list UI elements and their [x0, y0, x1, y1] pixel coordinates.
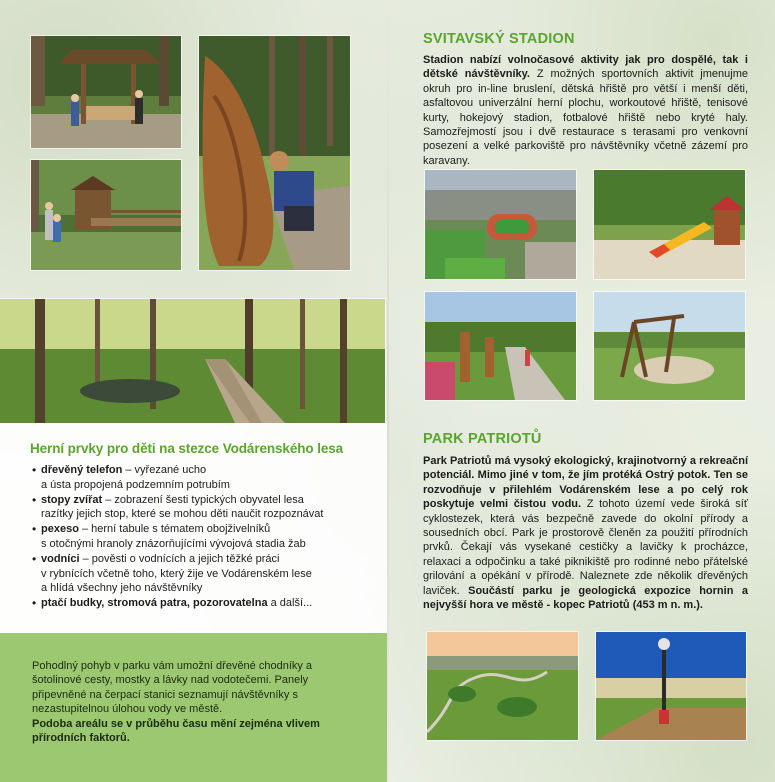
photo-stadium-aerial — [425, 170, 576, 279]
photo-hill-lookout — [596, 632, 746, 740]
photo-playground-slide — [594, 170, 745, 279]
stadion-heading: SVITAVSKÝ STADION — [423, 31, 575, 47]
list-item: • dřevěný telefon – vyřezané ucho a ústa propojená podzemním potrubím — [32, 463, 362, 493]
page-fold — [387, 0, 389, 782]
list-item: • vodníci – pověsti o vodnících a jejich těžké práci v rybnících včetně toho, který žije ve Vodárenském lese a hlídá všechny jeho návštěvníky — [32, 552, 362, 596]
list-item: • ptačí budky, stromová patra, pozorovatelna a další... — [32, 596, 362, 611]
photo-wooden-swing — [594, 292, 745, 400]
photo-bridge-family — [31, 160, 181, 270]
stadion-text: Stadion nabízí volnočasové aktivity jak pro dospělé, tak i dětské návštěvníky. Z možných sportovních aktivit jmenujme okruh pro in-line bruslení, dětská hřiště pro větší i menší děti, asfaltovou univerzální herní plochu, workoutové hřiště, tenisové kurty, hokejový stadion, fotbalové hřiště nebo kryté haly. Samozřejmostí jsou i dvě restaurace s terasami pro venkovní posezení a velké parkoviště pro návštěvníky včetně zázemí pro karavany. — [423, 54, 748, 167]
games-list — [32, 463, 362, 611]
list-item: • stopy zvířat – zobrazení šesti typických obyvatel lesa razítky jejich stop, které se mohou děti naučit rozpoznávat — [32, 493, 362, 523]
walkways-text: Pohodlný pohyb v parku vám umožní dřevěné chodníky a šotolinové cesty, mostky a lávky nad vodotečemi. Panely připevněné na čerpací stanici seznamují návštěvníky s nezastupitelnou úlohou vody ve městě. Podoba areálu se v průběhu času mění zejména vlivem přírodních faktorů. — [32, 660, 320, 745]
photo-forest-boardwalk — [0, 299, 385, 423]
photo-wooden-sculpture — [199, 36, 350, 270]
photo-path-sculptures — [425, 292, 576, 400]
photo-park-aerial — [427, 632, 578, 740]
list-item: • pexeso – herní tabule s tématem obojživelníků s otočnými hranoly znázorňujícími vývojová stadia žab — [32, 522, 362, 552]
games-heading: Herní prvky pro děti na stezce Vodárenského lesa — [30, 441, 344, 456]
park-heading: PARK PATRIOTŮ — [423, 431, 542, 447]
photo-gazebo — [31, 36, 181, 148]
park-text: Park Patriotů má vysoký ekologický, krajinotvorný a rekreační potenciál. Mimo jiné v tom, že jím protéká Ostrý potok. Ten se rozvodňuje v přilehlém Vodárenském lese a po celý rok poskytuje velmi čistou vodu. Z tohoto území vede široká síť cyklostezek, která vás bezpečně zavede do okolní přírody a sousedních obcí. Park je prostorově členěn za použití přírodních prvků. Čekají vás vysekané cestičky a lavičky k procházce, relaxaci a odpočinku a také piknikiště pro rodinné nebo přátelské grilování a opékání v přírodě. Naleznete zde několik dřevěných laviček. Součástí parku je geologická expozice hornin a nejvyšší hora ve městě - kopec Patriotů (453 m n. m.). — [423, 455, 748, 612]
